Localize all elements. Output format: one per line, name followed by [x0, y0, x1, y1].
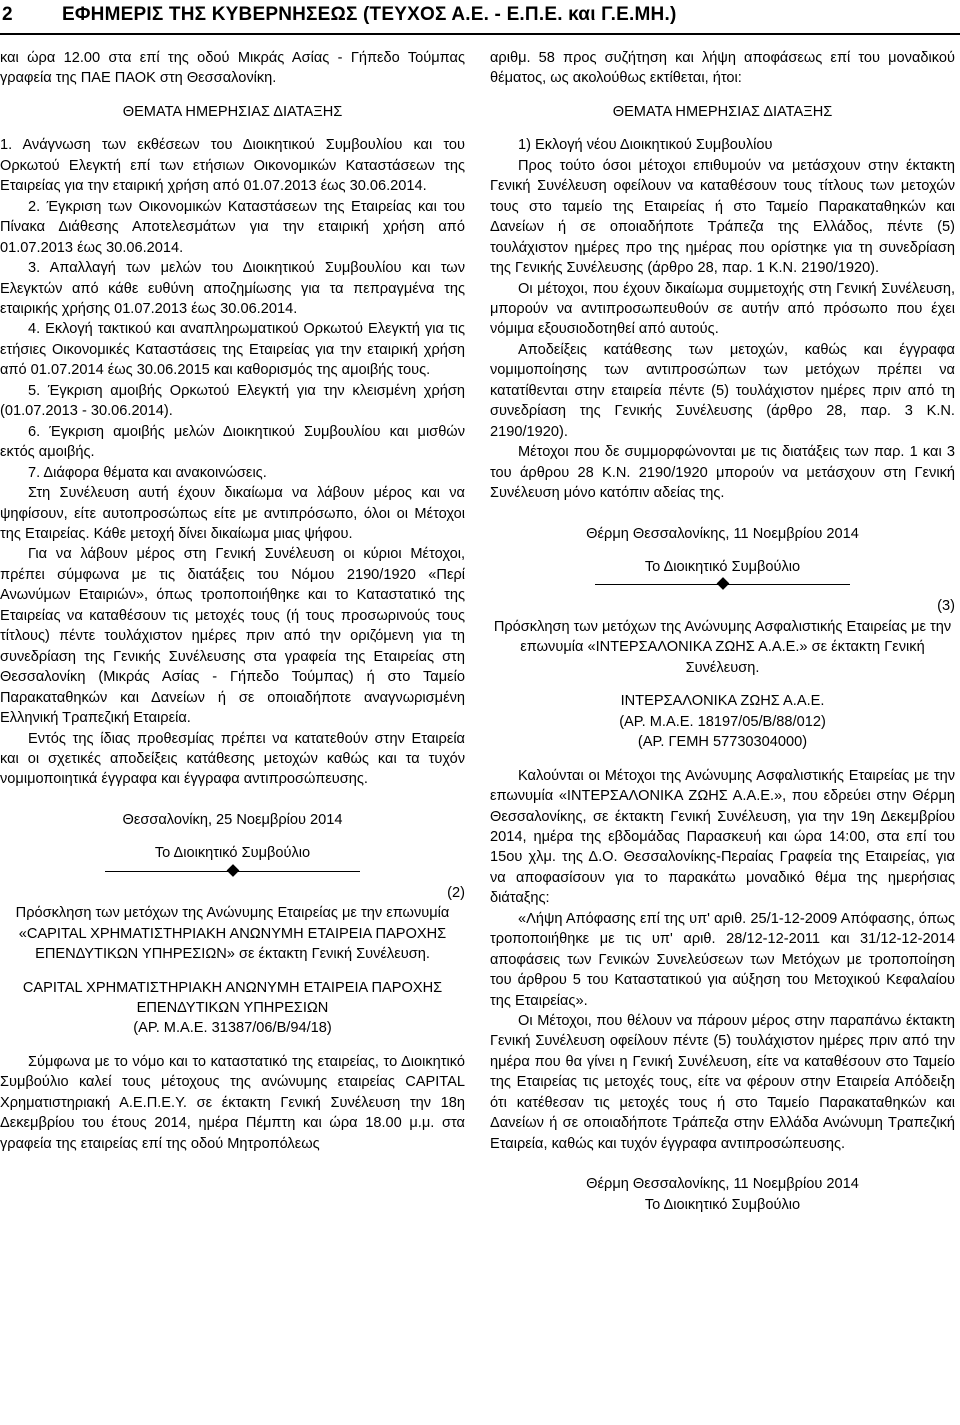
- agenda-item: 2. Έγκριση των Οικονομικών Καταστάσεων της Εταιρείας και του Πίνακα Διάθεσης Αποτελεσμάτων για την εταιρική χρήση από 01.07.2013 έως 30.06.2014.: [0, 198, 465, 256]
- page-number: 2: [2, 4, 13, 25]
- body-paragraph: Προς τούτο όσοι μέτοχοι επιθυμούν να μετάσχουν στην έκτακτη Γενική Συνέλευση οφείλουν να καταθέσουν τους τίτλους των μετοχών τους στο ταμείο της Εταιρείας ή στο Ταμείο Παρακαταθηκών και Δανείων ή σε οποιαδήποτε Τράπεζα της Ελλάδος, πέντε (5) τουλάχιστον ημέρες προ της ημέρας που ορίστηκε για τη συνεδρίαση της Γενικής Συνέλευσης (άρθρο 28, παρ. 1 Κ.Ν. 2190/1920).: [490, 157, 955, 277]
- agenda-item: 1. Ανάγνωση των εκθέσεων του Διοικητικού Συμβουλίου και του Ορκωτού Ελεγκτή επί των ετήσιων Οικονομικών Καταστάσεων της Εταιρείας για την εταιρική χρήση από 01.07.2013 έως 30.06.2014.: [0, 137, 465, 195]
- signatory: Το Διοικητικό Συμβούλιο: [644, 1196, 801, 1213]
- body-paragraph: «Λήψη Απόφασης επί της υπ' αριθ. 25/1-12-2009 Απόφασης, όπως τροποποιήθηκε με τις υπ' αριθ. 28/12-12-2011 και 31/12-12-2014 αποφάσεις των Γενικών Συνελεύσεων των Μετόχων με τροποποίηση του άρθρου 5 του Καταστατικού για αύξηση του Μετοχικού Κεφαλαίου της Εταιρείας».: [490, 910, 955, 1009]
- body-paragraph: Καλούνται οι Μέτοχοι της Ανώνυμης Ασφαλιστικής Εταιρείας με την επωνυμία «ΙΝΤΕΡΣΑΛΟΝΙΚΑ ΖΩΗΣ Α.Α.Ε.», που εδρεύει στην Θέρμη Θεσσαλονίκης, σε έκτακτη Γενική Συνέλευση, για την 19η Δεκεμβρίου 2014, ημέρα της εβδομάδας Παρασκευή και ώρα 14:00, στα επί του 15ου χλμ. της Δ.Ο. Θεσσαλονίκης-Περαίας Γραφεία της Εταιρείας, για να αποφασίσουν για το παρακάτω μοναδικό θέμα της ημερήσιας διάταξης:: [490, 767, 955, 907]
- body-paragraph: Εντός της ίδιας προθεσμίας πρέπει να κατατεθούν στην Εταιρεία και οι σχετικές αποδείξεις κατάθεσης μετοχών καθώς και τα τυχόν νομιμοποιητικά έγγραφα και έγγραφα αντιπροσώπευσης.: [0, 730, 465, 788]
- header-rule: [0, 33, 960, 35]
- notice-number: (2): [447, 884, 465, 901]
- body-paragraph: Οι Μέτοχοι, που θέλουν να πάρουν μέρος στην παραπάνω έκτακτη Γενική Συνέλευση οφείλουν πέντε (5) τουλάχιστον ημέρες πριν από την ημέρα που θα γίνει η Γενική Συνέλευση, είτε να καταθέσουν στο Ταμείο της Εταιρείας τις μετοχές τους, είτε να φέρουν στην Εταιρεία Απόδειξη ότι κατέθεσαν τις μετοχές τους ή στο Ταμείο Παρακαταθηκών και Δανείων ή σε οποιαδήποτε Τράπεζα στην Ελλάδα Ανώνυμη Τραπεζική Εταιρεία, καθώς και τυχόν έγγραφα αντιπροσώπευσης.: [490, 1013, 955, 1152]
- company-name: CAPITAL ΧΡΗΜΑΤΙΣΤΗΡΙΑΚΗ ΑΝΩΝΥΜΗ ΕΤΑΙΡΕΙΑ ΠΑΡΟΧΗΣ ΕΠΕΝΔΥΤΙΚΩΝ ΥΠΗΡΕΣΙΩΝ: [22, 979, 443, 1017]
- agenda-heading: ΘΕΜΑΤΑ ΗΜΕΡΗΣΙΑΣ ΔΙΑΤΑΞΗΣ: [612, 103, 833, 120]
- agenda-item: 4. Εκλογή τακτικού και αναπληρωματικού Ορκωτού Ελεγκτή για τις ετήσιες Οικονομικές Καταστάσεις της Εταιρείας για την εταιρική χρήση από 01.07.2014 έως 30.06.2015 και καθορισμός της αμοιβής τους.: [0, 321, 465, 379]
- section-separator: [0, 865, 465, 879]
- notice-number: (3): [937, 598, 955, 615]
- place-date: Θέρμη Θεσσαλονίκης, 11 Νοεμβρίου 2014: [586, 525, 859, 542]
- page-header: [0, 0, 960, 40]
- intro-text: και ώρα 12.00 στα επί της οδού Μικράς Ασίας - Γήπεδο Τούμπας γραφεία της ΠΑΕ ΠΑΟΚ στη Θεσσαλονίκη.: [0, 50, 465, 87]
- agenda-item: 6. Έγκριση αμοιβής μελών Διοικητικού Συμβουλίου και μισθών εκτός αμοιβής.: [0, 423, 465, 461]
- body-paragraph: Στη Συνέλευση αυτή έχουν δικαίωμα να λάβουν μέρος και να ψηφίσουν, είτε αυτοπροσώπως είτε με αντιπρόσωπο, όλοι οι Μέτοχοι της Εταιρείας. Κάθε μετοχή δίνει δικαίωμα μιας ψήφου.: [0, 485, 465, 542]
- body-paragraph: Για να λάβουν μέρος στη Γενική Συνέλευση οι κύριοι Μέτοχοι, πρέπει σύμφωνα με τις διατάξεις του Νόμου 2190/1920 «Περί Ανωνύμων Εταιριών», όπως τροποποιήθηκε και το Καταστατικό της Εταιρείας να καταθέσουν τις μετοχές τους (ή τους προσωρινούς τους τίτλους) πέντε τουλάχιστον ημέρες πριν από την οριζόμενη για τη συνεδρίαση της Γενικής Συνέλευσης στα γραφεία της Εταιρείας στη Θεσσαλονίκη (Μικράς Ασίας - Γήπεδο Τούμπας) ή στο Ταμείο Παρακαταθηκών και Δανείων ή σε οποιαδήποτε αναγνωρισμένη Ελληνική Τραπεζική Εταιρεία.: [0, 546, 465, 727]
- left-column: [0, 48, 465, 1154]
- agenda-item: 1) Εκλογή νέου Διοικητικού Συμβουλίου: [518, 137, 773, 154]
- company-registration: (ΑΡ. Μ.Α.Ε. 31387/06/Β/94/18): [133, 1020, 332, 1037]
- company-registration: (ΑΡ. Μ.Α.Ε. 18197/05/Β/88/012): [619, 713, 826, 730]
- body-paragraph: Οι μέτοχοι, που έχουν δικαίωμα συμμετοχής στη Γενική Συνέλευση, μπορούν να αντιπροσωπευθούν σε αυτήν από πρόσωπο που έχει νόμιμα εξουσιοδοτηθεί από αυτούς.: [490, 280, 955, 338]
- signatory: Το Διοικητικό Συμβούλιο: [644, 558, 801, 575]
- signatory: Το Διοικητικό Συμβούλιο: [154, 845, 311, 862]
- notice-title: Πρόσκληση των μετόχων της Ανώνυμης Ασφαλιστικής Εταιρείας με την επωνυμία «ΙΝΤΕΡΣΑΛΟΝΙΚΑ ΖΩΗΣ Α.Α.Ε.» σε έκτακτη Γενική Συνέλευση.: [493, 618, 952, 676]
- notice-title: Πρόσκληση των μετόχων της Ανώνυμης Εταιρείας με την επωνυμία «CAPITAL ΧΡΗΜΑΤΙΣΤΗΡΙΑΚΗ ΑΝΩΝΥΜΗ ΕΤΑΙΡΕΙΑ ΠΑΡΟΧΗΣ ΕΠΕΝΔΥΤΙΚΩΝ ΥΠΗΡΕΣΙΩΝ» σε έκτακτη Γενική Συνέλευση.: [15, 905, 450, 963]
- place-date: Θέρμη Θεσσαλονίκης, 11 Νοεμβρίου 2014: [586, 1176, 859, 1193]
- gazette-title: ΕΦΗΜΕΡΙΣ ΤΗΣ ΚΥΒΕΡΝΗΣΕΩΣ (ΤΕΥΧΟΣ Α.Ε. - Ε.Π.Ε. και Γ.Ε.ΜΗ.): [62, 4, 677, 25]
- right-column: [490, 48, 955, 1215]
- agenda-item: 7. Διάφορα θέματα και ανακοινώσεις.: [28, 464, 267, 481]
- company-name: ΙΝΤΕΡΣΑΛΟΝΙΚΑ ΖΩΗΣ Α.Α.Ε.: [620, 693, 825, 710]
- section-separator: [490, 578, 955, 592]
- place-date: Θεσσαλονίκη, 25 Νοεμβρίου 2014: [122, 811, 343, 828]
- body-paragraph: Μέτοχοι που δε συμμορφώνονται με τις διατάξεις των παρ. 1 και 3 του άρθρου 28 Κ.Ν. 2190/1920 μπορούν να μετάσχουν στη Γενική Συνέλευση μόνο κατόπιν αδείας της.: [490, 444, 955, 502]
- body-paragraph: Σύμφωνα με το νόμο και το καταστατικό της εταιρείας, το Διοικητικό Συμβούλιο καλεί τους μέτοχους της ανώνυμης εταιρείας CAPITAL Χρηματιστηριακή Α.Ε.Π.Ε.Υ. σε έκτακτη Γενική Συνέλευση την 18η Δεκεμβρίου του έτους 2014, ημέρα Πέμπτη και ώρα 18.00 μ.μ. στα γραφεία της εταιρείας επί της οδού Μητροπόλεως: [0, 1053, 465, 1152]
- company-gemi: (ΑΡ. ΓΕΜΗ 57730304000): [637, 734, 808, 751]
- intro-text: αριθμ. 58 προς συζήτηση και λήψη αποφάσεως επί του μοναδικού θέματος, ως ακολούθως εκτίθεται, ήτοι:: [490, 50, 955, 87]
- agenda-heading: ΘΕΜΑΤΑ ΗΜΕΡΗΣΙΑΣ ΔΙΑΤΑΞΗΣ: [122, 103, 343, 120]
- agenda-item: 3. Απαλλαγή των μελών του Διοικητικού Συμβουλίου και των Ελεγκτών από κάθε ευθύνη αποζημίωσης για τα πεπραγμένα της εταιρικής χρήσης 01.07.2013 έως 30.06.2014.: [0, 260, 465, 317]
- agenda-item: 5. Έγκριση αμοιβής Ορκωτού Ελεγκτή για την κλεισμένη χρήση (01.07.2013 - 30.06.2014).: [0, 382, 465, 420]
- body-paragraph: Αποδείξεις κατάθεσης των μετοχών, καθώς και έγγραφα νομιμοποίησης των αντιπροσώπων των μετόχων πρέπει να κατατίθενται στην εταιρεία πέντε (5) τουλάχιστον ημέρες πριν από τη συνεδρίαση της Γενικής Συνέλευσης (άρθρο 28, παρ. 3 Κ.Ν. 2190/1920).: [490, 341, 955, 440]
